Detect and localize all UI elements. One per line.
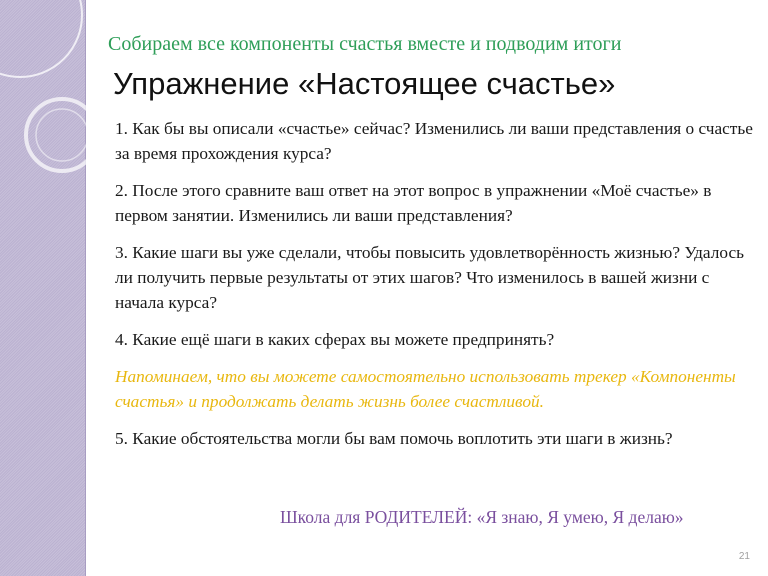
question-2: 2. После этого сравните ваш ответ на этот вопрос в упражнении «Моё счастье» в первом занятии. Изменились ли ваши представления? <box>115 181 712 225</box>
question-1: 1. Как бы вы описали «счастье» сейчас? Изменились ли ваши представления о счастье за время прохождения курса? <box>115 119 753 163</box>
slide-title: Упражнение «Настоящее счастье» <box>113 66 616 101</box>
question-4: 4. Какие ещё шаги в каких сферах вы можете предпринять? <box>115 330 555 349</box>
question-5: 5. Какие обстоятельства могли бы вам помочь воплотить эти шаги в жизнь? <box>115 429 673 448</box>
school-footer: Школа для РОДИТЕЛЕЙ: «Я знаю, Я умею, Я делаю» <box>280 507 684 527</box>
question-3: 3. Какие шаги вы уже сделали, чтобы повысить удовлетворённость жизнью? Удалось ли получить первые результаты от этих шагов? Что изменилось в вашей жизни с начала курса? <box>115 243 744 312</box>
reminder-note: Напоминаем, что вы можете самостоятельно использовать трекер «Компоненты счастья» и продолжать делать жизнь более счастливой. <box>115 367 736 411</box>
page-number: 21 <box>738 551 750 562</box>
slide-content <box>115 116 755 463</box>
decorative-sidebar <box>0 0 86 576</box>
slide-subtitle: Собираем все компоненты счастья вместе и подводим итоги <box>108 33 622 55</box>
